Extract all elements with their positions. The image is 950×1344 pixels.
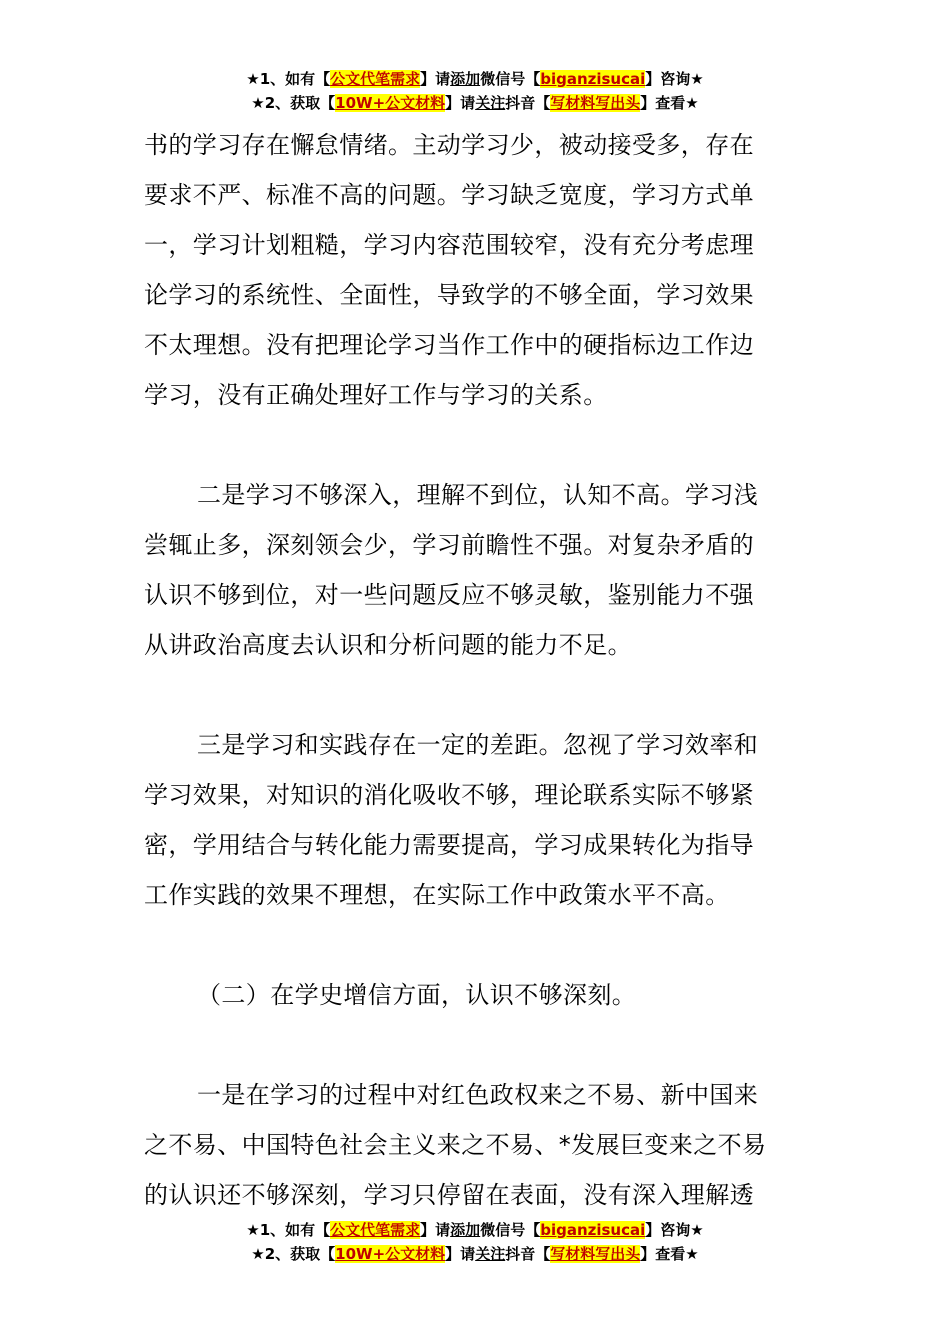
section-heading [144,970,808,1020]
text-line: 认识不够到位，对一些问题反应不够灵敏，鉴别能力不强 [144,581,754,609]
paragraph-1 [144,120,808,420]
wechat-id: biganzisucai [540,1221,646,1239]
paragraph-2 [144,470,808,670]
footer-line-2: ★2、获取【10W+公文材料】请关注抖音【写材料写出头】查看★ [251,1245,699,1263]
star-icon: ★ [246,70,260,88]
document-body [144,120,808,1220]
header-line-1: ★1、如有【公文代笔需求】请添加微信号【biganzisucai】咨询★ [246,70,704,88]
text-line: 一是在学习的过程中对红色政权来之不易、新中国来 [197,1081,759,1109]
text-line: 一，学习计划粗糙，学习内容范围较窄，没有充分考虑理 [144,231,754,259]
highlight-service: 公文代笔需求 [330,1221,421,1239]
text-line: 从讲政治高度去认识和分析问题的能力不足。 [144,631,632,659]
douyin-account: 写材料写出头 [550,1245,641,1263]
paragraph-5 [144,1070,808,1220]
text-line: 二是学习不够深入，理解不到位，认知不高。学习浅 [197,481,759,509]
text-line: 尝辄止多，深刻领会少，学习前瞻性不强。对复杂矛盾的 [144,531,754,559]
text-line: 的认识还不够深刻，学习只停留在表面，没有深入理解透 [144,1181,754,1209]
star-icon: ★ [685,94,699,112]
highlight-materials: 10W+公文材料 [335,1245,446,1263]
text-line: 要求不严、标准不高的问题。学习缺乏宽度，学习方式单 [144,181,754,209]
star-icon: ★ [246,1221,260,1239]
highlight-service: 公文代笔需求 [330,70,421,88]
text-line: 之不易、中国特色社会主义来之不易、*发展巨变来之不易 [144,1131,767,1159]
highlight-materials: 10W+公文材料 [335,94,446,112]
star-icon: ★ [251,94,265,112]
paragraph-3 [144,720,808,920]
star-icon: ★ [685,1245,699,1263]
header-banner [0,67,950,115]
text-line: 不太理想。没有把理论学习当作工作中的硬指标边工作边 [144,331,754,359]
header-line-2: ★2、获取【10W+公文材料】请关注抖音【写材料写出头】查看★ [251,94,699,112]
text-line: 书的学习存在懈怠情绪。主动学习少，被动接受多，存在 [144,131,754,159]
text-line: 工作实践的效果不理想，在实际工作中政策水平不高。 [144,881,730,909]
footer-banner [0,1218,950,1266]
star-icon: ★ [251,1245,265,1263]
star-icon: ★ [690,70,704,88]
text-line: （二）在学史增信方面，认识不够深刻。 [197,981,637,1009]
text-line: 论学习的系统性、全面性，导致学的不够全面，学习效果 [144,281,754,309]
text-line: 三是学习和实践存在一定的差距。忽视了学习效率和 [197,731,759,759]
text-line: 学习效果，对知识的消化吸收不够，理论联系实际不够紧 [144,781,754,809]
footer-line-1: ★1、如有【公文代笔需求】请添加微信号【biganzisucai】咨询★ [246,1221,704,1239]
text-line: 学习，没有正确处理好工作与学习的关系。 [144,381,608,409]
text-line: 密，学用结合与转化能力需要提高，学习成果转化为指导 [144,831,754,859]
wechat-id: biganzisucai [540,70,646,88]
douyin-account: 写材料写出头 [550,94,641,112]
star-icon: ★ [690,1221,704,1239]
